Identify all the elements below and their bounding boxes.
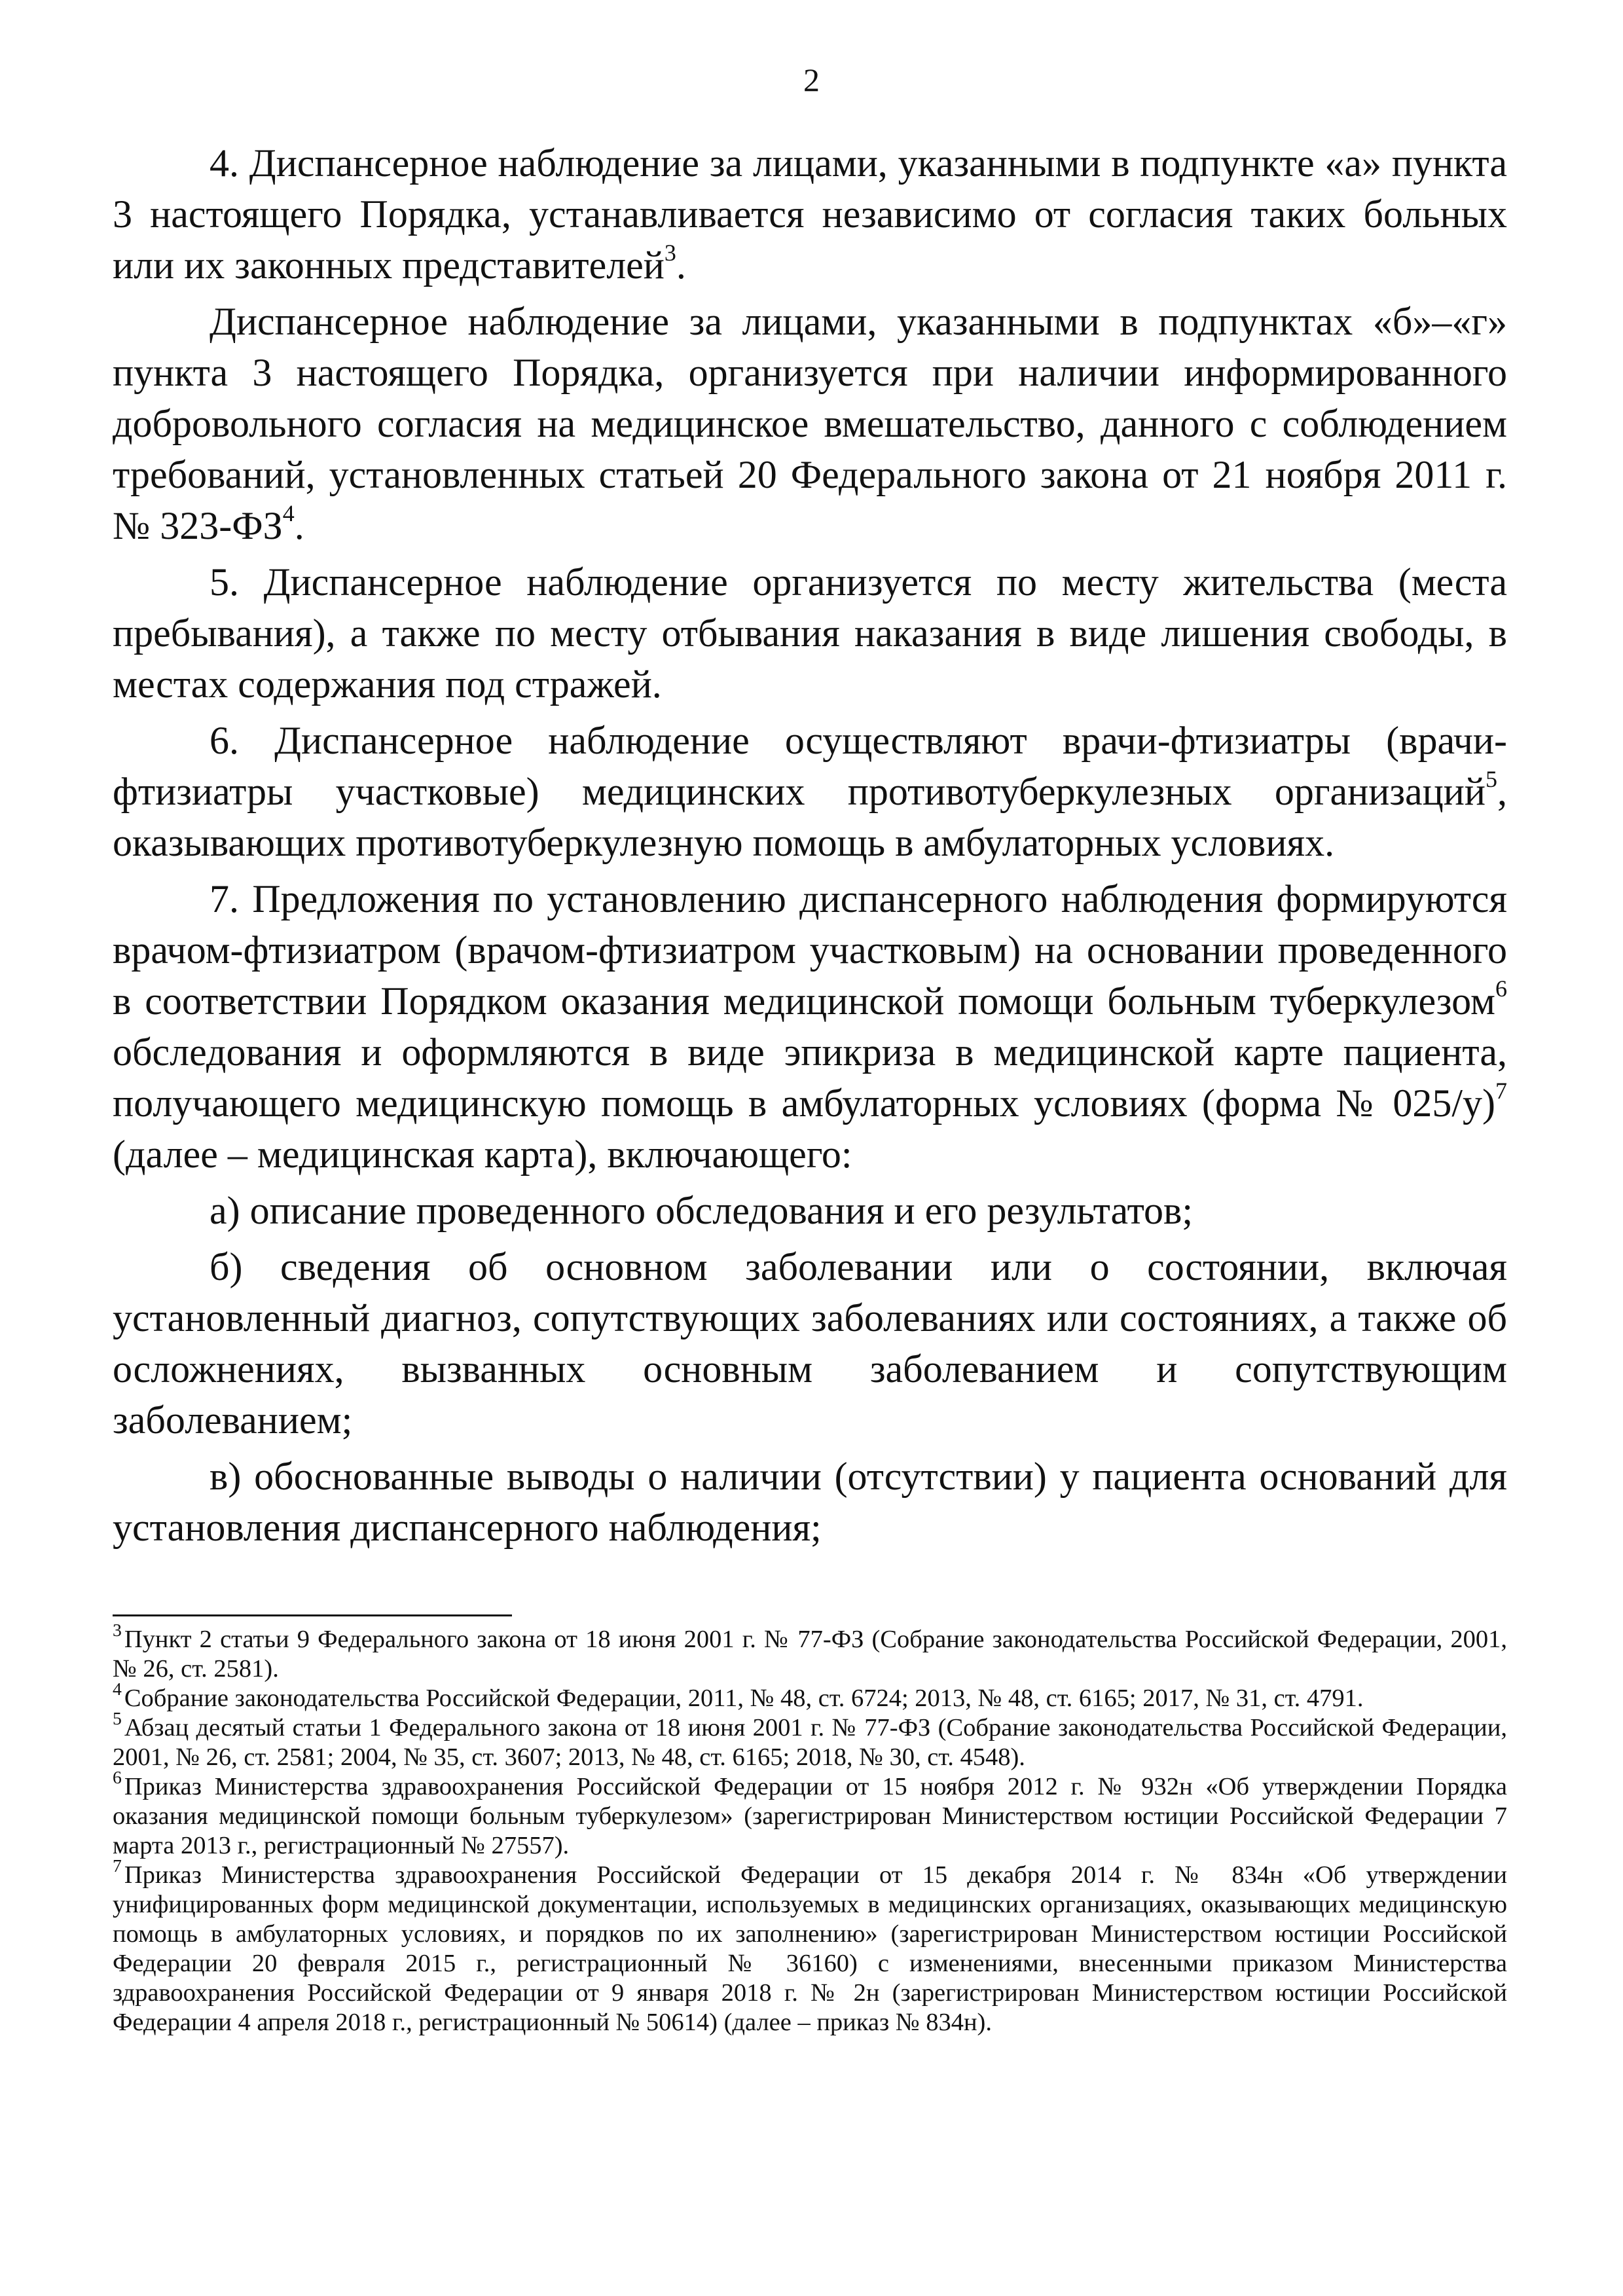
footnote-divider <box>113 1614 512 1616</box>
footnote-ref-4[interactable]: 4 <box>282 500 295 526</box>
footnote-3: $^3$ Пункт 2 статьи 9 Федерального закона от 18 июня 2001 г. № 77-ФЗ (Собрание законодательства Российской Федерации, 2001, № 26, ст. 2581). <box>113 1620 1507 1683</box>
paragraph-5: 5. Диспансерное наблюдение организуется по месту жительства (места пребывания), а также по месту отбывания наказания в виде лишения свободы, в местах содержания под стражей. <box>113 560 1507 706</box>
footnote-ref-7[interactable]: 7 <box>1495 1078 1507 1104</box>
page-number: 2 <box>803 62 820 98</box>
footnote-ref-5[interactable]: 5 <box>1486 766 1497 792</box>
footnote-7: $^7$ Приказ Министерства здравоохранения Российской Федерации от 15 декабря 2014 г. № 834н «Об утверждении унифицированных форм медицинской документации, используемых в медицинских организациях, оказывающих медицинскую помощь в амбулаторных условиях, и порядков по их заполнению» (зарегистрирован Министерством юстиции Российской Федерации 20 февраля 2015 г., регистрационный № 36160) с изменениями, внесенными приказом Министерства здравоохранения Российской Федерации от 9 января 2018 г. № 2н (зарегистрирован Министерством юстиции Российской Федерации 4 апреля 2018 г., регистрационный № 50614) (далее – приказ № 834н). <box>113 1855 1507 2036</box>
footnote-4: $^4$ Собрание законодательства Российской Федерации, 2011, № 48, ст. 6724; 2013, № 48, ст. 6165; 2017, № 31, ст. 4791. <box>113 1679 1364 1712</box>
footnote-5: $^5$ Абзац десятый статьи 1 Федерального закона от 18 июня 2001 г. № 77-ФЗ (Собрание законодательства Российской Федерации, 2001, № 26, ст. 2581; 2004, № 35, ст. 3607; 2013, № 48, ст. 6165; 2018, № 30, ст. 4548). <box>113 1708 1507 1771</box>
paragraph-6: 6. Диспансерное наблюдение осуществляют врачи-фтизиатры (врачи-фтизиатры участковые) медицинских противотуберкулезных организаций$^5$, оказывающих противотуберкулезную помощь в амбулаторных условиях. <box>113 719 1507 864</box>
list-item-v: в) обоснованные выводы о наличии (отсутствии) у пациента оснований для установления диспансерного наблюдения; <box>113 1455 1507 1549</box>
footnote-6: $^6$ Приказ Министерства здравоохранения Российской Федерации от 15 ноября 2012 г. № 932н «Об утверждении Порядка оказания медицинской помощи больным туберкулезом» (зарегистрирован Министерством юстиции Российской Федерации 7 марта 2013 г., регистрационный № 27557). <box>113 1767 1507 1859</box>
list-item-a: а) описание проведенного обследования и его результатов; <box>210 1189 1194 1232</box>
footnote-ref-6[interactable]: 6 <box>1495 975 1507 1002</box>
paragraph-4-consent: Диспансерное наблюдение за лицами, указанными в подпунктах «б»–«г» пункта 3 настоящего Порядка, организуется при наличии информированного добровольного согласия на медицинское вмешательство, данного с соблюдением требований, установленных статьей 20 Федерального закона от 21 ноября 2011 г. № $323-ФЗ^4$. <box>113 300 1507 547</box>
footnotes <box>113 1620 1507 2037</box>
list-item-b: б) сведения об основном заболевании или о состоянии, включая установленный диагноз, сопутствующих заболеваниях или состояниях, а также об осложнениях, вызванных основным заболеванием и сопутствующим заболеванием; <box>113 1245 1507 1442</box>
footnote-ref-3[interactable]: 3 <box>664 240 676 266</box>
document-body <box>113 137 1507 1553</box>
paragraph-7: 7. Предложения по установлению диспансерного наблюдения формируются врачом-фтизиатром (врачом-фтизиатром участковым) на основании проведенного в соответствии Порядком оказания медицинской помощи больным туберкулезом$^6$ обследования и оформляются в виде эпикриза в медицинской карте пациента, получающего медицинскую помощь в амбулаторных условиях (форма № 025/у)$^7$ (далее – медицинская карта), включающего: <box>113 877 1507 1176</box>
paragraph-4: 4. Диспансерное наблюдение за лицами, указанными в подпункте «а» пункта 3 настоящего Порядка, устанавливается независимо от согласия таких больных или их законных представителей$^3$. <box>113 141 1507 287</box>
